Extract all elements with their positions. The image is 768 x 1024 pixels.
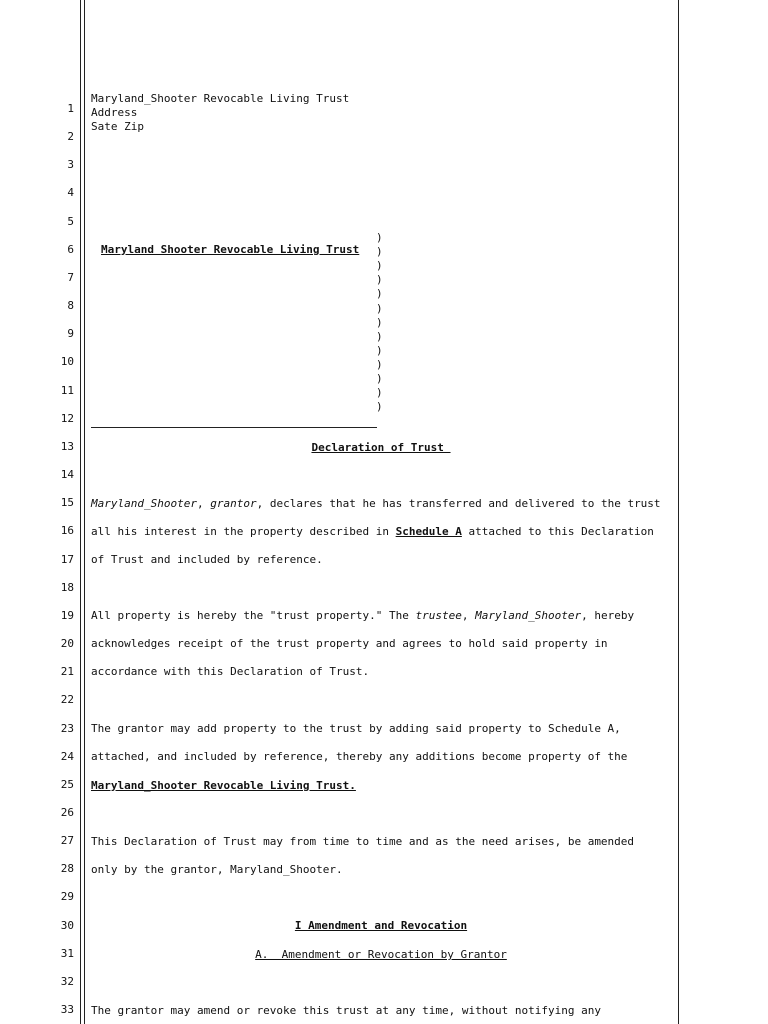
para1-l2-text-a: all his interest in the property described in bbox=[91, 525, 396, 538]
line-number: 3 bbox=[67, 158, 74, 172]
trustee-role: trustee bbox=[415, 609, 462, 622]
para4-line1: This Declaration of Trust may from time to time and as the need arises, be amended bbox=[91, 835, 635, 848]
line-number: 25 bbox=[60, 777, 74, 791]
line-number: 10 bbox=[60, 355, 74, 369]
para1-sep: , bbox=[196, 497, 211, 510]
line-number: 16 bbox=[60, 524, 74, 538]
para2-line3: accordance with this Declaration of Trust. bbox=[91, 665, 370, 678]
caption-paren: ) bbox=[376, 301, 383, 315]
para2-text-a: All property is hereby the "trust property." The bbox=[91, 609, 416, 622]
section-heading: I Amendment and Revocation bbox=[294, 919, 468, 932]
subsection-heading: A. Amendment or Revocation by Grantor bbox=[255, 948, 507, 961]
caption-paren: ) bbox=[376, 259, 383, 273]
caption-paren: ) bbox=[376, 357, 383, 371]
schedule-a-ref: Schedule A bbox=[395, 525, 462, 538]
line-number: 24 bbox=[60, 749, 74, 763]
line-number: 9 bbox=[67, 327, 74, 341]
para2-line2: acknowledges receipt of the trust property and agrees to hold said property in bbox=[91, 637, 608, 650]
trustee-name: Maryland_Shooter bbox=[475, 609, 582, 622]
caption-paren: ) bbox=[376, 315, 383, 329]
para3-line2: attached, and included by reference, thereby any additions become property of the bbox=[91, 750, 628, 763]
grantor-role: grantor bbox=[210, 497, 257, 510]
line-number: 22 bbox=[60, 693, 74, 707]
para5-line1: The grantor may amend or revoke this trust at any time, without notifying any bbox=[91, 1004, 601, 1017]
header-line-statezip: Sate Zip bbox=[91, 120, 144, 133]
line-number: 18 bbox=[60, 580, 74, 594]
line-number: 4 bbox=[67, 186, 74, 200]
line-number: 7 bbox=[67, 270, 74, 284]
line-number: 32 bbox=[60, 974, 74, 988]
caption-paren: ) bbox=[376, 231, 383, 244]
line-number: 8 bbox=[67, 299, 74, 313]
caption-paren: ) bbox=[376, 329, 383, 343]
line-number: 20 bbox=[60, 637, 74, 651]
line-number: 26 bbox=[60, 806, 74, 819]
caption-title: Maryland Shooter Revocable Living Trust bbox=[101, 243, 360, 256]
para1-line3: of Trust and included by reference. bbox=[91, 553, 323, 566]
line-number: 23 bbox=[60, 721, 74, 735]
header-line-name: Maryland_Shooter Revocable Living Trust bbox=[91, 92, 350, 105]
line-number: 2 bbox=[67, 130, 74, 144]
line-number: 28 bbox=[60, 862, 74, 876]
line-number: 17 bbox=[60, 552, 74, 566]
caption-underline bbox=[91, 427, 377, 428]
line-number: 14 bbox=[60, 468, 74, 482]
line-number: 6 bbox=[67, 242, 74, 256]
margin-rule-left-outer bbox=[80, 0, 81, 1024]
para2-line1 bbox=[91, 609, 634, 623]
para1-text: , declares that he has transferred and delivered to the trust bbox=[256, 497, 661, 510]
header-line-address: Address bbox=[91, 106, 138, 119]
grantor-name: Maryland_Shooter bbox=[91, 497, 197, 510]
caption-paren: ) bbox=[376, 386, 383, 400]
para4-line2: only by the grantor, Maryland_Shooter. bbox=[91, 863, 343, 876]
line-number: 13 bbox=[60, 439, 74, 453]
para3-line3: Maryland_Shooter Revocable Living Trust. bbox=[91, 779, 356, 792]
line-number: 12 bbox=[60, 411, 74, 425]
line-number: 27 bbox=[60, 834, 74, 848]
caption-paren: ) bbox=[376, 343, 383, 357]
line-number: 29 bbox=[60, 890, 74, 904]
line-number: 31 bbox=[60, 946, 74, 960]
margin-rule-right bbox=[678, 0, 679, 1024]
para3-line1: The grantor may add property to the trust by adding said property to Schedule A, bbox=[91, 722, 621, 735]
caption-paren: ) bbox=[376, 372, 383, 385]
line-number: 30 bbox=[60, 918, 74, 932]
para1-l2-text-b: attached to this Declaration bbox=[461, 525, 654, 538]
para2-text-b: , hereby bbox=[581, 609, 635, 622]
line-number: 33 bbox=[60, 1003, 74, 1017]
line-number: 19 bbox=[60, 608, 74, 622]
para1-line2 bbox=[91, 525, 654, 539]
document-title: Declaration of Trust bbox=[311, 441, 451, 454]
caption-paren: ) bbox=[376, 287, 383, 301]
para1-line1 bbox=[91, 497, 661, 511]
line-number: 21 bbox=[60, 665, 74, 679]
margin-rule-left-inner bbox=[84, 0, 85, 1024]
line-number: 5 bbox=[67, 214, 74, 228]
para2-sep: , bbox=[461, 609, 476, 622]
line-number: 15 bbox=[60, 496, 74, 510]
caption-paren: ) bbox=[376, 400, 383, 414]
caption-paren: ) bbox=[376, 273, 383, 287]
line-number: 11 bbox=[60, 383, 74, 397]
caption-paren: ) bbox=[376, 245, 383, 259]
line-number: 1 bbox=[67, 102, 74, 115]
